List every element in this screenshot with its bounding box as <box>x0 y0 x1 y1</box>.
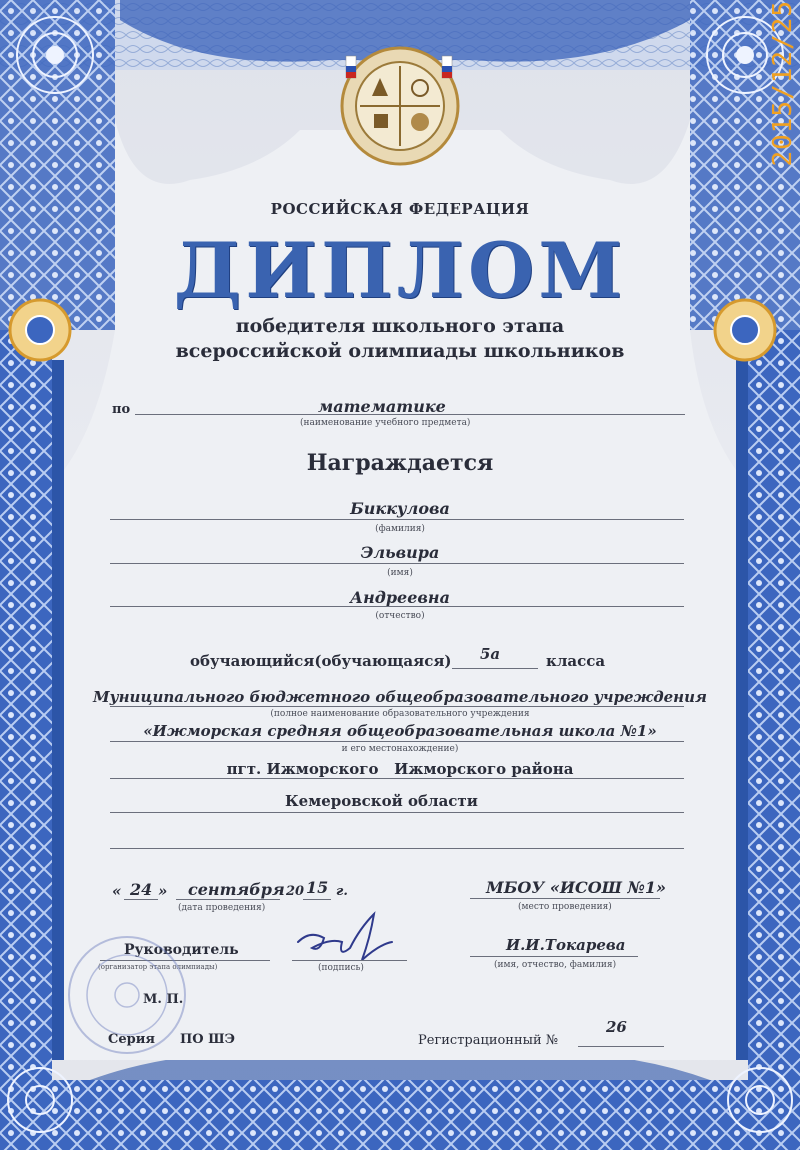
grade-prefix: обучающийся(обучающаяся) <box>190 652 452 670</box>
surname-value: Биккулова <box>350 499 450 518</box>
grade-suffix: класса <box>546 652 606 670</box>
sign-line <box>292 960 407 961</box>
awarded-label: Награждается <box>306 450 494 476</box>
date-caption: (дата проведения) <box>178 903 266 913</box>
date-month: сентября <box>188 880 285 899</box>
patronymic-line <box>110 606 684 607</box>
handwritten-signature <box>290 908 400 968</box>
surname-line <box>110 519 684 520</box>
name-caption: (имя) <box>387 568 413 578</box>
date-year-end: г. <box>336 884 348 899</box>
name-line <box>110 563 684 564</box>
signer-line <box>470 956 638 957</box>
series-value: ПО ШЭ <box>180 1032 235 1047</box>
date-year-prefix: 20 <box>286 884 305 899</box>
school-line-4: Кемеровской области <box>285 792 478 810</box>
signer-caption: (имя, отчество, фамилия) <box>494 960 617 970</box>
subject-prefix: по <box>112 402 131 417</box>
venue-value: МБОУ «ИСОШ №1» <box>486 878 667 897</box>
venue-caption: (место проведения) <box>518 902 612 912</box>
signature-role: Руководитель <box>124 942 239 958</box>
date-year-line <box>303 899 331 900</box>
school-caption-1: (полное наименование образовательного учреждения <box>270 709 530 719</box>
sign-caption: (подпись) <box>318 963 364 973</box>
country-heading: РОССИЙСКАЯ ФЕДЕРАЦИЯ <box>270 200 530 218</box>
surname-caption: (фамилия) <box>375 524 425 534</box>
subtitle-line-1: победителя школьного этапа <box>235 315 565 337</box>
date-day: 24 <box>130 880 153 899</box>
diploma-title: ДИПЛОМ <box>173 226 627 315</box>
patronymic-value: Андреевна <box>350 588 450 607</box>
school-line-1: Муниципального бюджетного общеобразовательного учреждения <box>93 688 707 706</box>
date-month-line <box>176 899 280 900</box>
name-value: Эльвира <box>360 543 440 562</box>
date-year-suffix: 15 <box>306 878 329 897</box>
school-underline-5 <box>110 848 684 849</box>
patronymic-caption: (отчество) <box>375 611 425 621</box>
school-underline-3 <box>110 778 684 779</box>
registration-value: 26 <box>606 1018 627 1036</box>
subtitle-line-2: всероссийской олимпиады школьников <box>175 340 625 362</box>
registration-line <box>578 1046 664 1047</box>
role-caption: (организатор этапа олимпиады) <box>98 963 218 971</box>
venue-line <box>470 898 660 899</box>
grade-line <box>452 668 538 669</box>
school-underline-2 <box>110 741 684 742</box>
school-underline-1 <box>110 706 684 707</box>
registration-label: Регистрационный № <box>418 1033 559 1048</box>
school-underline-4 <box>110 812 684 813</box>
date-day-line <box>124 899 158 900</box>
camera-date-stamp: 2015/12/25 <box>768 0 798 167</box>
school-caption-2: и его местонахождение) <box>341 744 459 754</box>
seal-label: М. П. <box>143 992 184 1007</box>
subject-caption: (наименование учебного предмета) <box>300 418 471 428</box>
date-close-quote: » <box>158 882 168 900</box>
olympiad-emblem <box>330 38 470 168</box>
series-label: Серия <box>108 1032 155 1047</box>
grade-value: 5а <box>480 645 501 663</box>
signer-name: И.И.Токарева <box>506 936 626 954</box>
date-open-quote: « <box>112 882 122 900</box>
subject-value: математике <box>318 397 446 416</box>
school-line-3: пгт. Ижморского Ижморского района <box>226 760 574 778</box>
school-line-2: «Ижморская средняя общеобразовательная школа №1» <box>143 722 657 740</box>
